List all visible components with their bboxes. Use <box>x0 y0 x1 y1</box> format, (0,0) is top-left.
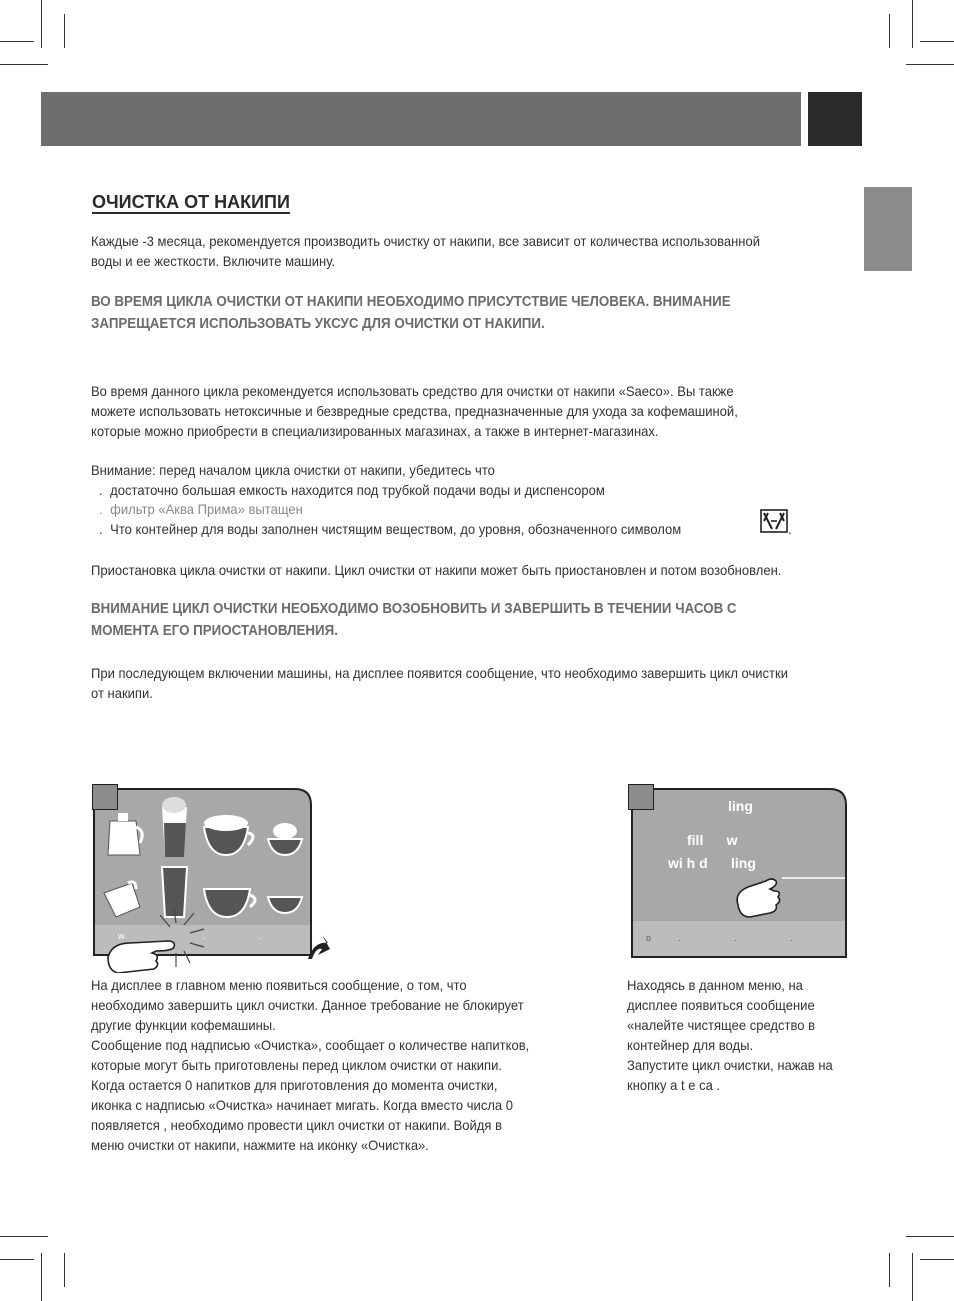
crop-mark <box>41 1253 42 1301</box>
bottom-label: . <box>790 933 793 943</box>
latte-macchiato-icon[interactable] <box>162 797 187 857</box>
caption-main-menu: На дисплее в главном меню появиться сообщение, о том, что необходимо завершить цикл очистки. Данное требование не блокирует другие функции кофемашины. Сообщение под надписью «Очистка», сообщает о количестве напитков, которые могут быть приготовлены перед циклом очистки от накипи. Когда остается 0 напитков для приготовления до момента очистки, иконка с надписью «Очистка» начинает мигать. Когда вместо числа 0 появляется , необходимо провести цикл очистки от накипи. Войдя в меню очистки от накипи, нажмите на иконку «Очистка». <box>91 977 530 1153</box>
step-number-box <box>92 784 118 810</box>
water-level-icon <box>760 509 788 533</box>
crop-mark <box>0 1259 34 1260</box>
crop-mark <box>889 14 890 48</box>
crop-mark <box>906 1236 954 1237</box>
caption-descaling: Находясь в данном меню, на дисплее появиться сообщение «налейте чистящее средство в контейнер для воды. Запустите цикл очистки, нажав на кнопку a t e ca . <box>627 977 833 1093</box>
crop-mark <box>0 1236 48 1237</box>
crop-mark <box>64 1253 65 1287</box>
warning-presence: ВО ВРЕМЯ ЦИКЛА ОЧИСТКИ ОТ НАКИПИ НЕОБХОДИМО ПРИСУТСТВИЕ ЧЕЛОВЕКА. ВНИМАНИЕ ЗАПРЕЩАЕТСЯ ИСПОЛЬЗОВАТЬ УКСУС ДЛЯ ОЧИСТКИ ОТ НАКИПИ. <box>91 294 731 332</box>
crop-mark <box>920 41 954 42</box>
section-title: ОЧИСТКА ОТ НАКИПИ <box>92 192 290 212</box>
bottom-label: . <box>258 931 261 941</box>
header-page-block <box>808 92 862 146</box>
checklist-item: . фильтр «Аква Прима» вытащен <box>99 501 303 517</box>
bottom-label: o <box>646 933 652 943</box>
warning-resume: ВНИМАНИЕ ЦИКЛ ОЧИСТКИ НЕОБХОДИМО ВОЗОБНОВИТЬ И ЗАВЕРШИТЬ В ТЕЧЕНИИ ЧАСОВ С МОМЕНТА ЕГО ПРИОСТАНОВЛЕНИЯ. <box>91 601 737 639</box>
main-menu-display <box>90 783 330 973</box>
header-bar <box>41 92 801 146</box>
checklist-intro: Внимание: перед началом цикла очистки от накипи, убедитесь что <box>91 462 495 478</box>
checklist-end: . <box>788 521 792 537</box>
display-message-line: fill w <box>687 832 738 848</box>
step-number-box <box>628 784 654 810</box>
checklist-item: . Что контейнер для воды заполнен чистящим веществом, до уровня, обозначенного символом <box>99 521 682 537</box>
product-note: Во время данного цикла рекомендуется использовать средство для очистки от накипи «Saeco». Вы также можете использовать нетоксичные и безвредные средства, предназначенные для ухода за кофемашиной, которые можно приобрести в специализированных магазинах, а также в интернет-магазинах. <box>91 383 738 439</box>
display-message-line: wi h d ling <box>668 855 756 871</box>
pointing-hand-icon <box>108 941 174 973</box>
bottom-label: . <box>678 933 681 943</box>
crop-mark <box>920 1259 954 1260</box>
restart-note: При последующем включении машины, на дисплее появится сообщение, что необходимо завершить цикл очистки от накипи. <box>91 665 788 701</box>
crop-mark <box>889 1253 890 1287</box>
pause-note: Приостановка цикла очистки от накипи. Цикл очистки от накипи может быть приостановлен и потом возобновлен. <box>91 562 782 578</box>
intro-paragraph: Каждые -3 месяца, рекомендуется производить очистку от накипи, все зависит от количества использованной воды и ее жесткости. Включите машину. <box>91 233 761 269</box>
crop-mark <box>64 14 65 48</box>
crop-mark <box>41 0 42 48</box>
bottom-label: . <box>734 933 737 943</box>
crop-mark <box>0 64 48 65</box>
bottom-label: . <box>203 931 206 941</box>
crop-mark <box>912 1253 913 1301</box>
checklist-item: . достаточно большая емкость находится под трубкой подачи воды и диспенсором <box>99 482 605 498</box>
bottom-label: w <box>118 931 125 941</box>
crop-mark <box>912 0 913 48</box>
display-title: ling <box>728 798 753 814</box>
crop-mark <box>0 41 34 42</box>
side-tab <box>864 187 912 271</box>
crop-mark <box>906 64 954 65</box>
